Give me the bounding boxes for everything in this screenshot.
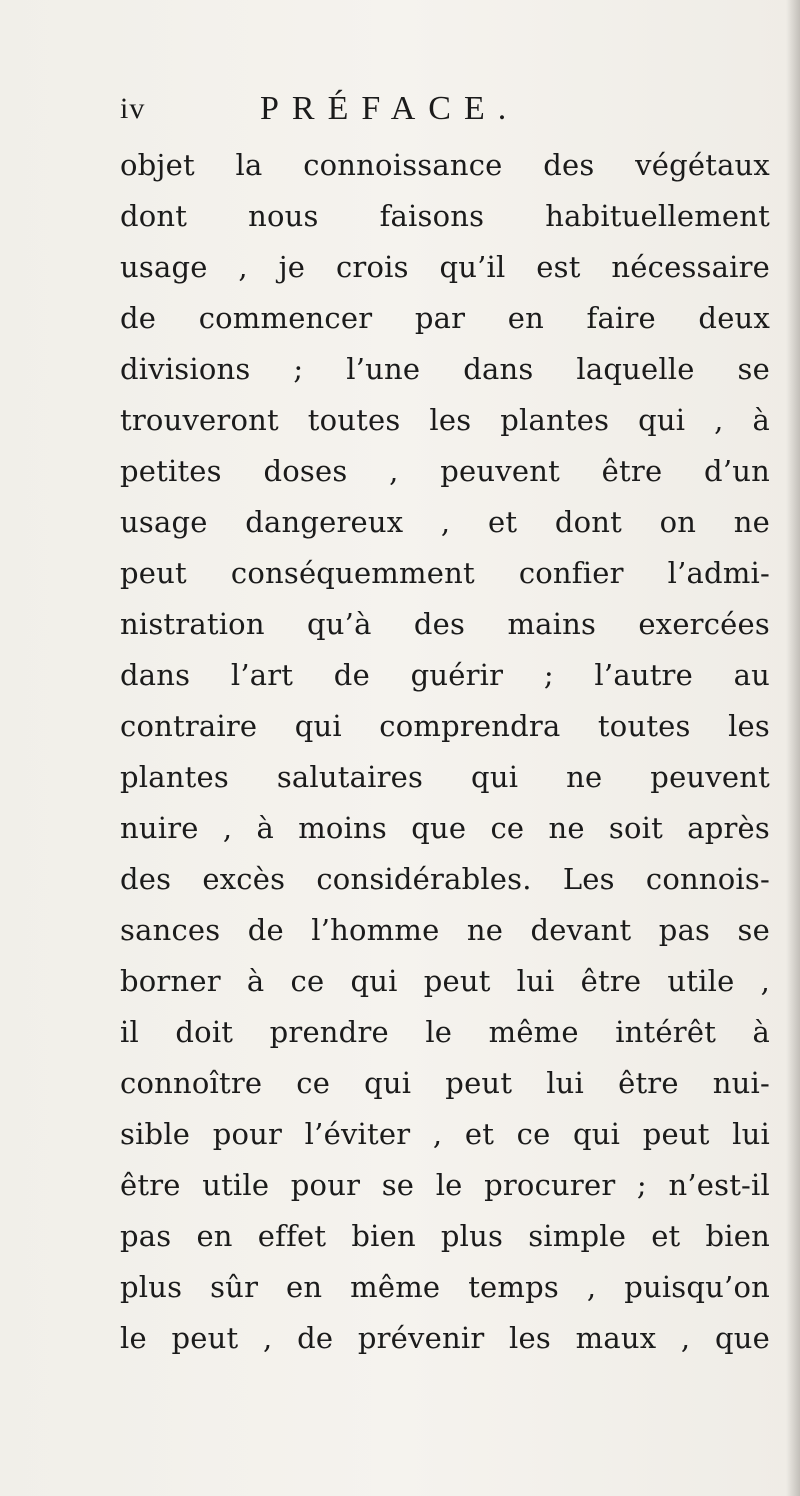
text-line: nistration qu’à des mains exercées bbox=[120, 607, 770, 641]
text-line: le peut , de prévenir les maux , que bbox=[120, 1321, 770, 1355]
text-line: dans l’art de guérir ; l’autre au bbox=[120, 658, 770, 692]
text-line: divisions ; l’une dans laquelle se bbox=[120, 352, 770, 386]
text-line: usage dangereux , et dont on ne bbox=[120, 505, 770, 539]
text-line: usage , je crois qu’il est nécessaire bbox=[120, 250, 770, 284]
text-line: sances de l’homme ne devant pas se bbox=[120, 913, 770, 947]
text-line: il doit prendre le même intérêt à bbox=[120, 1015, 770, 1049]
running-title: PRÉFACE. bbox=[260, 90, 520, 127]
text-line: être utile pour se le procurer ; n’est-il bbox=[120, 1168, 770, 1202]
text-line: contraire qui comprendra toutes les bbox=[120, 709, 770, 743]
text-line: peut conséquemment confier l’admi- bbox=[120, 556, 770, 590]
text-line: trouveront toutes les plantes qui , à bbox=[120, 403, 770, 437]
text-line: objet la connoissance des végétaux bbox=[120, 148, 770, 182]
text-line: nuire , à moins que ce ne soit après bbox=[120, 811, 770, 845]
text-line: borner à ce qui peut lui être utile , bbox=[120, 964, 770, 998]
text-line: plantes salutaires qui ne peuvent bbox=[120, 760, 770, 794]
text-line: des excès considérables. Les connois- bbox=[120, 862, 770, 896]
text-line: pas en effet bien plus simple et bien bbox=[120, 1219, 770, 1253]
text-line: connoître ce qui peut lui être nui- bbox=[120, 1066, 770, 1100]
text-line: petites doses , peuvent être d’un bbox=[120, 454, 770, 488]
page-edge-shadow bbox=[786, 0, 800, 1496]
text-line: dont nous faisons habituellement bbox=[120, 199, 770, 233]
text-line: plus sûr en même temps , puisqu’on bbox=[120, 1270, 770, 1304]
text-line: sible pour l’éviter , et ce qui peut lui bbox=[120, 1117, 770, 1151]
body-text bbox=[120, 140, 770, 1364]
page-header bbox=[120, 90, 720, 140]
text-line: de commencer par en faire deux bbox=[120, 301, 770, 335]
page-number: iv bbox=[120, 92, 146, 125]
